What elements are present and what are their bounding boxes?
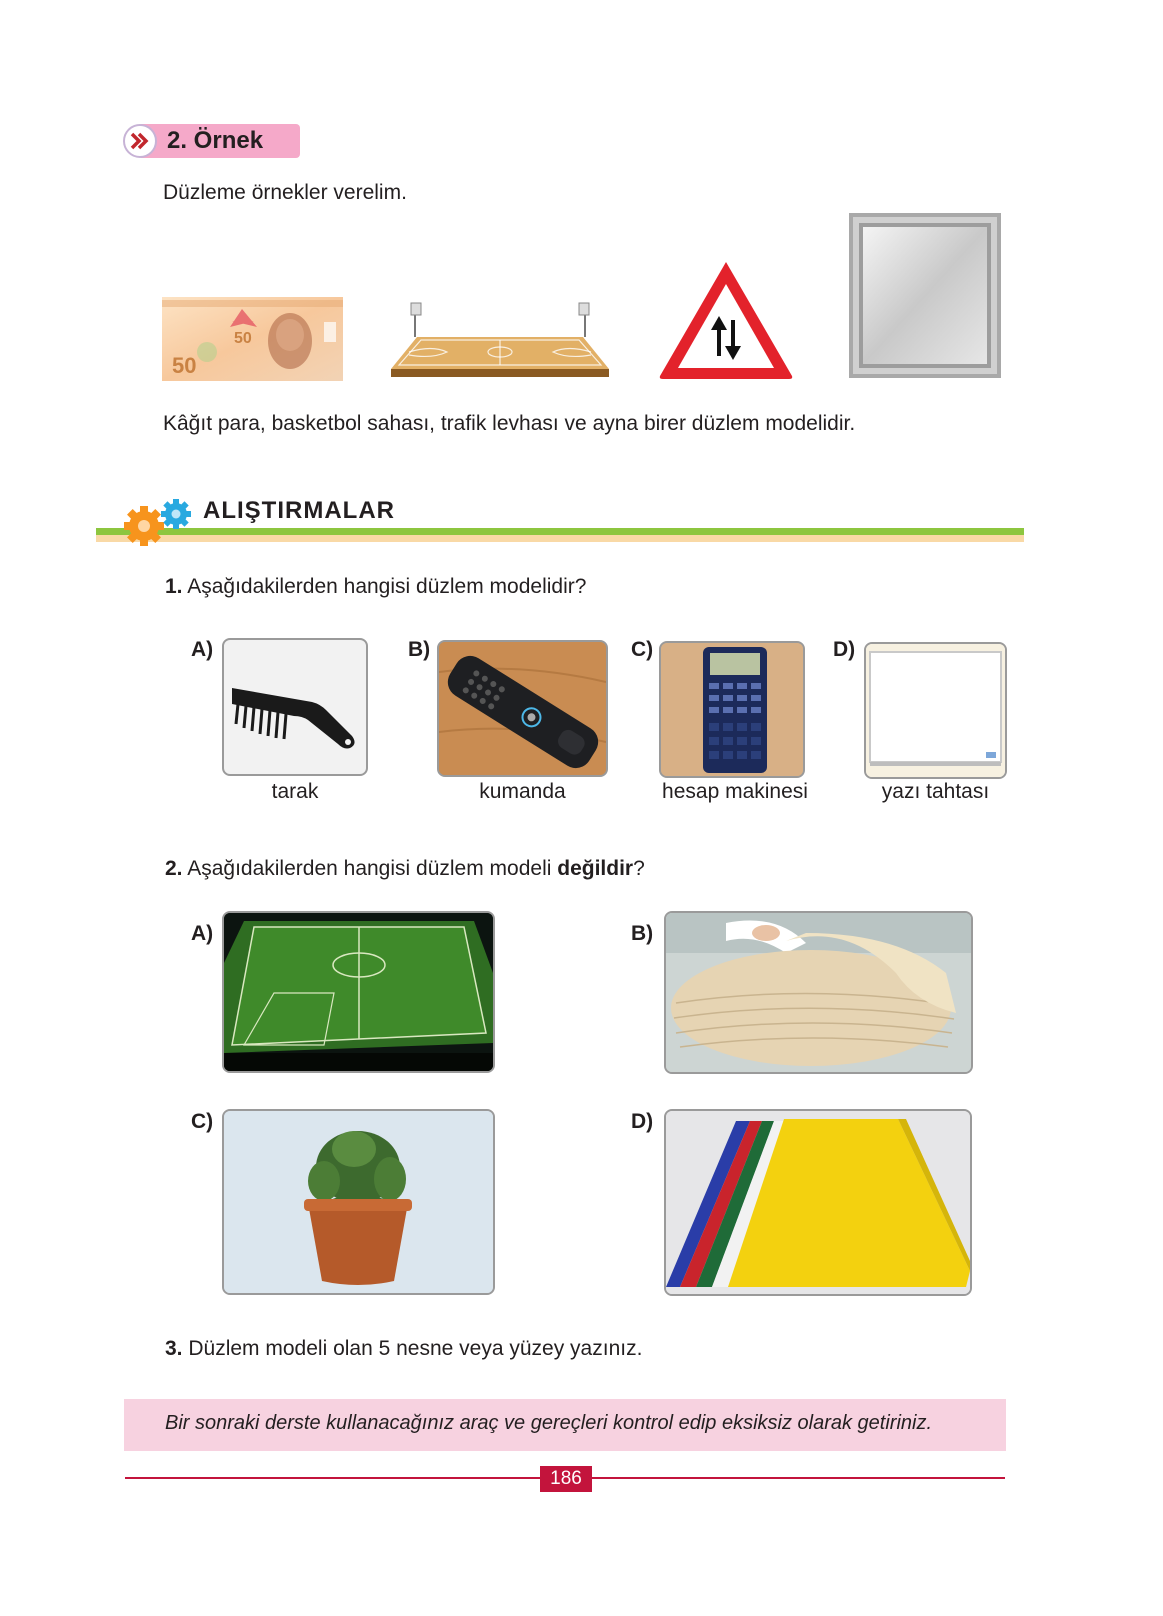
example-title: 2. Örnek [167,127,264,154]
q2-option-a-letter[interactable]: A) [191,922,214,945]
question-2-text: Aşağıdakilerden hangisi düzlem modeli [187,857,558,880]
q1-option-c-caption: hesap makinesi [662,780,808,803]
note-text: Bir sonraki derste kullanacağınız araç ve gereçleri kontrol edip eksiksiz olarak getiriniz. [165,1412,933,1434]
phyllo-dough-image[interactable] [664,911,973,1074]
example-summary: Kâğıt para, basketbol sahası, trafik levhası ve ayna birer düzlem modelidir. [163,412,856,435]
mirror-image [849,213,1001,378]
whiteboard-image[interactable] [864,642,1007,779]
q2-option-b-letter[interactable]: B) [631,922,654,945]
question-3-number: 3. [165,1337,183,1360]
q2-option-c-letter[interactable]: C) [191,1110,214,1133]
exercises-heading: ALIŞTIRMALAR [203,497,395,524]
question-3 [165,1337,642,1361]
comb-image[interactable] [222,638,368,776]
svg-text:50: 50 [234,330,252,347]
question-3-text: Düzlem modeli olan 5 nesne veya yüzey yazınız. [188,1337,643,1360]
gears-icon [122,496,194,546]
remote-control-image[interactable] [437,640,608,777]
q1-option-d-caption: yazı tahtası [881,780,990,803]
question-2-text-end: ? [633,857,645,880]
basketball-court-image [387,297,613,381]
q1-option-a-letter[interactable]: A) [191,638,214,661]
question-2-number: 2. [165,857,183,880]
calculator-image[interactable] [659,641,805,778]
q1-option-c-letter[interactable]: C) [631,638,654,661]
question-2 [165,857,645,881]
banknote-image [162,297,343,381]
question-2-bold-word: değildir [557,857,634,880]
double-chevron-icon [123,124,157,158]
q1-option-d-letter[interactable]: D) [833,638,856,661]
football-field-image[interactable] [222,911,495,1073]
q1-option-b-letter[interactable]: B) [408,638,431,661]
page-number: 186 [540,1466,592,1492]
q1-option-a-caption: tarak [271,780,319,803]
cactus-image[interactable] [222,1109,495,1295]
svg-text:50: 50 [172,353,197,378]
exercises-header-orange-bar [96,535,1024,542]
example-tag [123,124,300,158]
colored-paper-image[interactable] [664,1109,972,1296]
traffic-sign-image [656,258,796,382]
question-1-number: 1. [165,575,183,598]
q1-option-b-caption: kumanda [479,780,566,803]
exercises-header-green-bar [96,528,1024,535]
question-1-text: Aşağıdakilerden hangisi düzlem modelidir? [187,575,587,598]
example-intro: Düzleme örnekler verelim. [163,181,407,204]
q2-option-d-letter[interactable]: D) [631,1110,654,1133]
question-1 [165,575,586,599]
